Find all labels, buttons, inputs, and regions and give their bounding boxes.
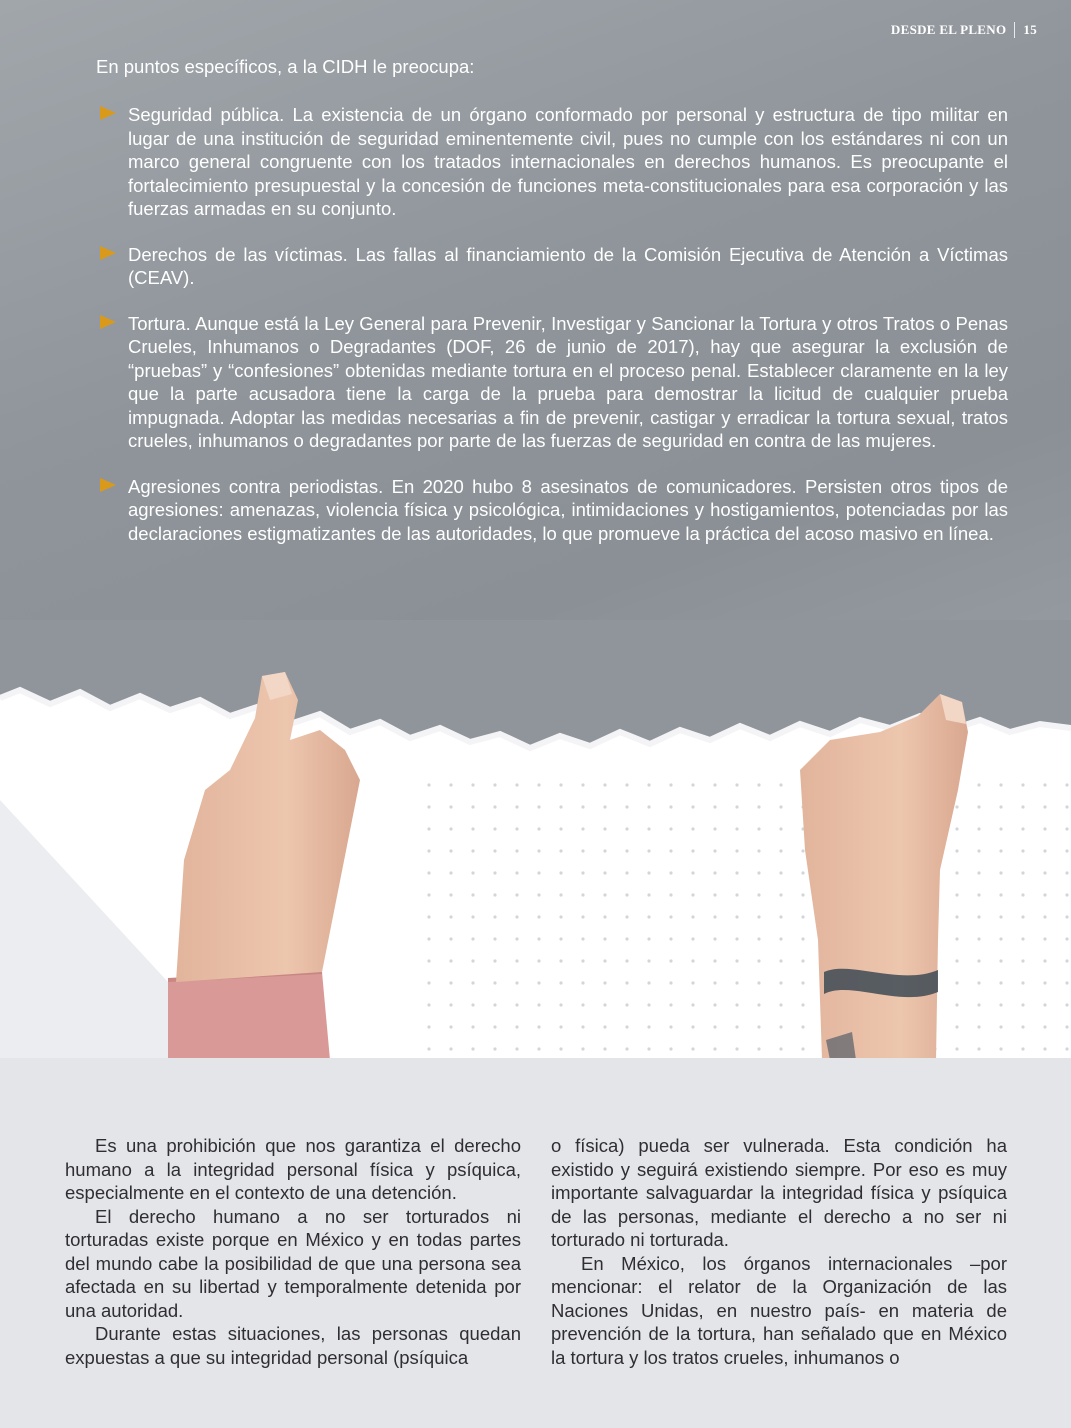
list-item — [88, 243, 1008, 290]
paragraph: o física) pueda ser vulnerada. Esta condición ha existido y seguirá existiendo siempre. Por eso es muy importante salvaguardar la integridad física y psíquica de las personas, mediante el derecho a no ser ni torturado ni torturada. — [551, 1135, 1007, 1250]
play-triangle-icon — [88, 475, 128, 493]
list-item-text: Tortura. Aunque está la Ley General para Prevenir, Investigar y Sancionar la Tortura y otros Tratos o Penas Crueles, Inhumanos o Degradantes (DOF, 26 de junio de 2017), hay que asegurar la exclusión de “pruebas” y “confesiones” obtenidas mediante tortura en el proceso penal. Establecer claramente en la ley que la parte acusadora tiene la carga de la prueba para demostrar la licitud de cualquier prueba impugnada. Adoptar las medidas necesarias a fin de prevenir, castigar y erradicar la tortura sexual, tratos crueles, inhumanos o degradantes por parte de las fuerzas de seguridad en contra de las mujeres. — [128, 312, 1008, 451]
section-title: DESDE EL PLENO — [890, 22, 1007, 37]
body-column-left — [65, 1134, 521, 1369]
list-item-text: Derechos de las víctimas. Las fallas al financiamiento de la Comisión Ejecutiva de Atención a Víctimas (CEAV). — [128, 243, 1008, 288]
play-triangle-icon — [88, 103, 128, 121]
play-triangle-icon — [88, 312, 128, 330]
list-item — [88, 475, 1008, 546]
list-item — [88, 312, 1008, 453]
running-header — [891, 22, 1037, 38]
paragraph: Durante estas situaciones, las personas quedan expuestas a que su integridad personal (psíquica — [65, 1323, 521, 1368]
body-column-right — [551, 1134, 1007, 1369]
list-item-text: Seguridad pública. La existencia de un órgano conformado por personal y estructura de tipo militar en lugar de una institución de seguridad eminentemente civil, pues no cumple con los estándares ni con un marco general congruente con los tratados internacionales en derechos humanos. Es preocupante el fortalecimiento presupuestal y la concesión de funciones meta-constitucionales para esa corporación y las fuerzas armadas en su conjunto. — [128, 104, 1008, 219]
paragraph: Es una prohibición que nos garantiza el derecho humano a la integridad personal física y psíquica, especialmente en el contexto de una detención. — [65, 1135, 521, 1203]
list-item-text: Agresiones contra periodistas. En 2020 hubo 8 asesinatos de comunicadores. Persisten otros tipos de agresiones: amenazas, violencia física y psicológica, intimidaciones y hostigamientos, potenciadas por las declaraciones estigmatizantes de las autoridades, lo que promueve la práctica del acoso masivo en línea. — [128, 475, 1008, 544]
paragraph: En México, los órganos internacionales –por mencionar: el relator de la Organización de las Naciones Unidas, en nuestro país- en materia de prevención de la tortura, han señalado que en México la tortura y los tratos crueles, inhumanos o — [551, 1252, 1007, 1368]
concerns-list — [88, 103, 1008, 567]
list-item — [88, 103, 1008, 221]
torn-paper-hands-illustration — [0, 620, 1071, 1060]
paragraph: El derecho humano a no ser torturados ni torturadas existe porque en México y en todas partes del mundo cabe la posibilidad de que una persona sea afectada en su libertad y temporalmente detenida por una autoridad. — [65, 1205, 521, 1321]
play-triangle-icon — [88, 243, 128, 261]
header-divider — [1014, 22, 1015, 38]
page-number: 15 — [1023, 22, 1037, 37]
intro-text: En puntos específicos, a la CIDH le preocupa: — [96, 56, 475, 77]
